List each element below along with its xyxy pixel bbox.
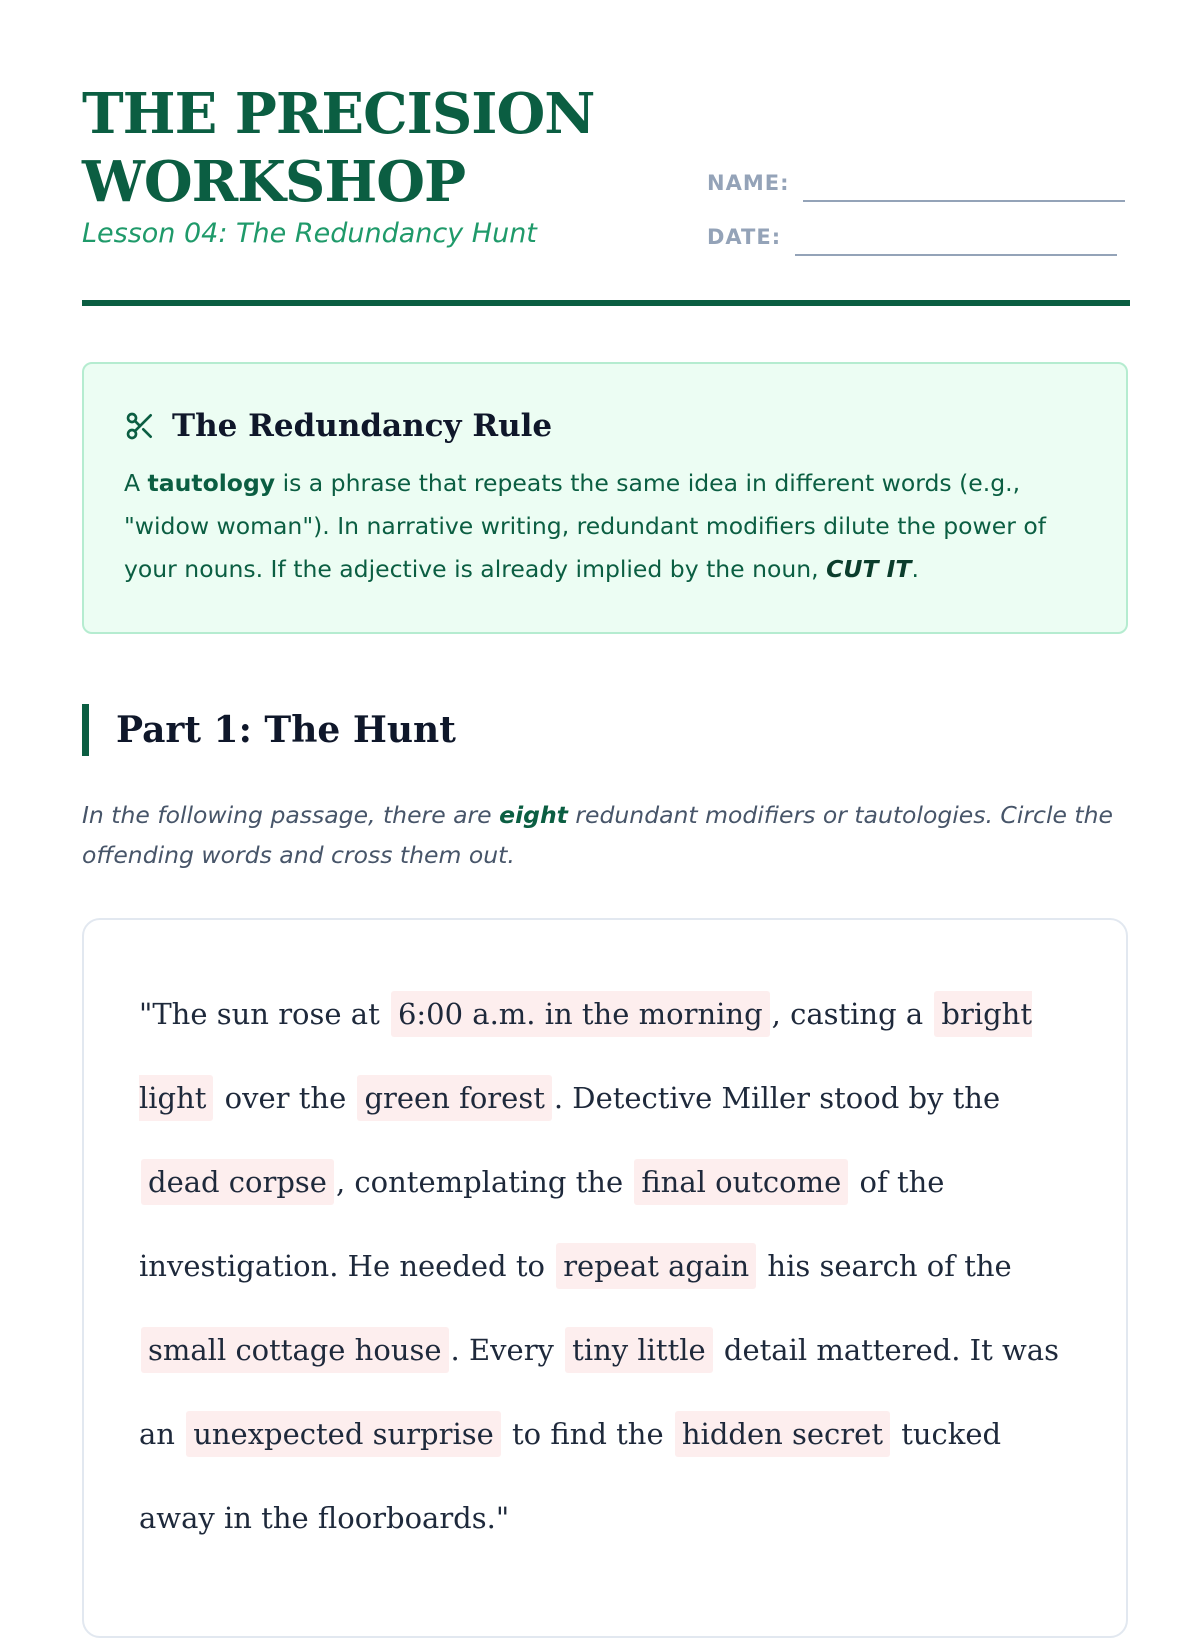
name-line[interactable] <box>803 200 1125 202</box>
redundant-phrase[interactable]: bright light <box>139 991 1032 1121</box>
date-line[interactable] <box>795 254 1117 256</box>
rule-text-part: A <box>124 469 148 497</box>
instructions-text: redundant modifiers or tautologies. Circle the offending words and cross them out. <box>82 801 1113 869</box>
redundant-phrase[interactable]: repeat again <box>556 1243 756 1289</box>
worksheet-header <box>82 0 1130 310</box>
passage-text-run: to find the <box>502 1417 673 1451</box>
part1-instructions <box>82 795 1130 875</box>
redundant-phrase[interactable]: small cottage house <box>141 1327 449 1373</box>
passage-text-run: "The sun rose at <box>139 997 389 1031</box>
rule-box-title: The Redundancy Rule <box>172 408 553 444</box>
passage-text <box>139 972 1069 1560</box>
date-label: DATE: <box>707 225 782 249</box>
scissors-icon <box>124 410 156 442</box>
part1-title: Part 1: The Hunt <box>116 709 456 751</box>
passage-text-run: , casting a <box>771 997 933 1031</box>
redundant-phrase[interactable]: tiny little <box>565 1327 713 1373</box>
passage-card <box>82 918 1128 1638</box>
redundant-phrase[interactable]: 6:00 a.m. in the morning <box>391 991 770 1037</box>
cut-it-emphasis: CUT IT <box>826 555 912 583</box>
redundant-phrase[interactable]: green forest <box>357 1075 551 1121</box>
worksheet-page <box>82 0 1130 1535</box>
passage-text-run: , contemplating the <box>335 1165 633 1199</box>
redundancy-rule-box <box>82 362 1128 634</box>
instructions-emphasis: eight <box>499 801 568 829</box>
redundant-phrase[interactable]: hidden secret <box>675 1411 890 1457</box>
passage-text-run: of the investigation. He needed to <box>139 1165 945 1283</box>
redundant-phrase[interactable]: dead corpse <box>141 1159 334 1205</box>
passage-text-run: his search of the <box>758 1249 1012 1283</box>
lesson-subtitle: Lesson 04: The Redundancy Hunt <box>82 218 537 249</box>
tautology-term: tautology <box>147 469 276 497</box>
passage-text-run: over the <box>215 1081 356 1115</box>
name-label: NAME: <box>707 171 790 195</box>
redundant-phrase[interactable]: final outcome <box>634 1159 848 1205</box>
rule-text-part: . <box>911 555 919 583</box>
header-divider <box>82 300 1130 306</box>
rule-box-text <box>124 462 1094 591</box>
passage-text-run: detail mattered. It was an <box>139 1333 1059 1451</box>
part1-heading <box>82 704 456 756</box>
instructions-text: In the following passage, there are <box>82 801 500 829</box>
redundant-phrase[interactable]: unexpected surprise <box>186 1411 501 1457</box>
worksheet-title: THE PRECISION WORKSHOP <box>82 81 595 215</box>
passage-text-run: . Detective Miller stood by the <box>553 1081 1001 1115</box>
passage-text-run: . Every <box>450 1333 564 1367</box>
rule-text-part: is a phrase that repeats the same idea in different words (e.g., "widow woman"). In narrative writing, redundant modifiers dilute the power of your nouns. If the adjective is already implied by the noun, <box>124 469 1046 583</box>
passage-text-run: tucked away in the floorboards." <box>139 1417 1002 1535</box>
name-field-row <box>707 170 1125 196</box>
date-field-row <box>707 224 1117 250</box>
rule-box-header <box>124 408 552 444</box>
